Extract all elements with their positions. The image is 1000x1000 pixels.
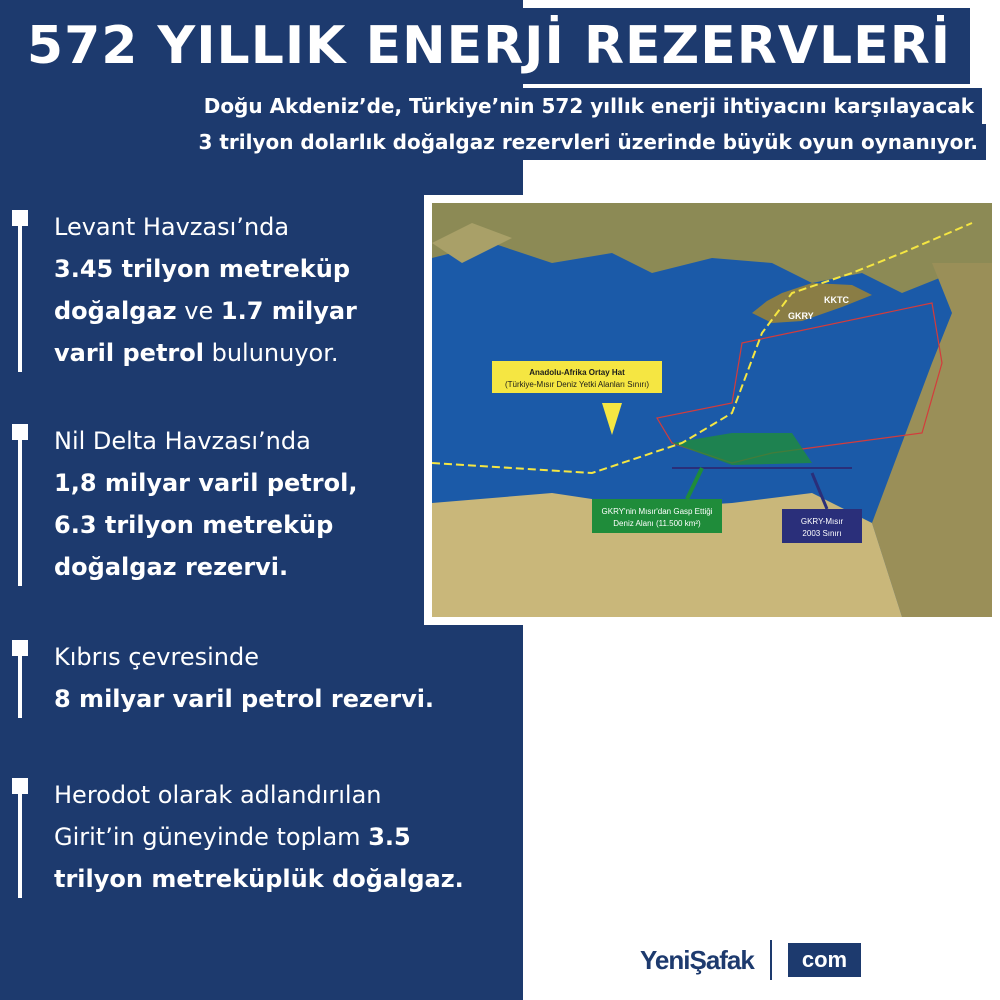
- brand-logo[interactable]: [640, 940, 861, 980]
- kktc-label: KKTC: [824, 295, 849, 305]
- yellow-label-line-1: Anadolu-Afrika Ortay Hat: [529, 368, 625, 377]
- levant-gas: 3.45 trilyon metreküp: [54, 255, 351, 283]
- stat-cyprus: [18, 636, 498, 720]
- herodot-location: Girit’in güneyinde toplam: [54, 823, 361, 851]
- nile-oil: 1,8 milyar varil petrol,: [54, 469, 358, 497]
- levant-intro: Levant Havzası’nda: [54, 213, 290, 241]
- herodot-gas: trilyon metreküplük doğalgaz.: [54, 865, 464, 893]
- levant-and: ve: [184, 297, 214, 325]
- green-label-line-1: GKRY'nin Mısır'dan Gasp Ettiği: [601, 507, 713, 516]
- herodot-intro: Herodot olarak adlandırılan: [54, 781, 382, 809]
- logo-name: YeniŞafak: [640, 944, 754, 975]
- nile-intro: Nil Delta Havzası’nda: [54, 427, 311, 455]
- page-title: 572 YILLIK ENERJİ REZERVLERİ: [26, 16, 952, 76]
- yellow-label-line-2: (Türkiye-Mısır Deniz Yetki Alanları Sınırı): [504, 380, 650, 389]
- blue-label-line-1: GKRY-Mısır: [800, 517, 844, 526]
- levant-gas-word: doğalgaz: [54, 297, 177, 325]
- nile-gas-word: doğalgaz rezervi.: [54, 553, 289, 581]
- levant-oil-line: varil petrol: [54, 339, 204, 367]
- levant-oil: 1.7 milyar: [220, 297, 357, 325]
- gkry-label: GKRY: [788, 311, 814, 321]
- herodot-amount: 3.5: [368, 823, 411, 851]
- subtitle-line-1: Doğu Akdeniz’de, Türkiye’nin 572 yıllık enerji ihtiyacını karşılayacak: [196, 88, 982, 124]
- stat-herodot: [18, 774, 498, 900]
- blue-label-line-2: 2003 Sınırı: [802, 529, 842, 538]
- levant-tail: bulunuyor.: [211, 339, 339, 367]
- bullet-bar: [18, 780, 22, 898]
- cyprus-intro: Kıbrıs çevresinde: [54, 643, 259, 671]
- logo-divider: [770, 940, 772, 980]
- bullet-bar: [18, 212, 22, 372]
- bullet-bar: [18, 426, 22, 586]
- logo-com-badge: com: [788, 943, 861, 977]
- bullet-bar: [18, 642, 22, 718]
- cyprus-oil: 8 milyar varil petrol rezervi.: [54, 685, 435, 713]
- nile-gas: 6.3 trilyon metreküp: [54, 511, 334, 539]
- eastern-mediterranean-map: [432, 203, 992, 617]
- title-banner: [8, 8, 970, 84]
- map-frame: [424, 195, 1000, 625]
- subtitle-line-2: 3 trilyon dolarlık doğalgaz rezervleri üzerinde büyük oyun oynanıyor.: [190, 124, 986, 160]
- green-label-line-2: Deniz Alanı (11.500 km²): [613, 519, 701, 528]
